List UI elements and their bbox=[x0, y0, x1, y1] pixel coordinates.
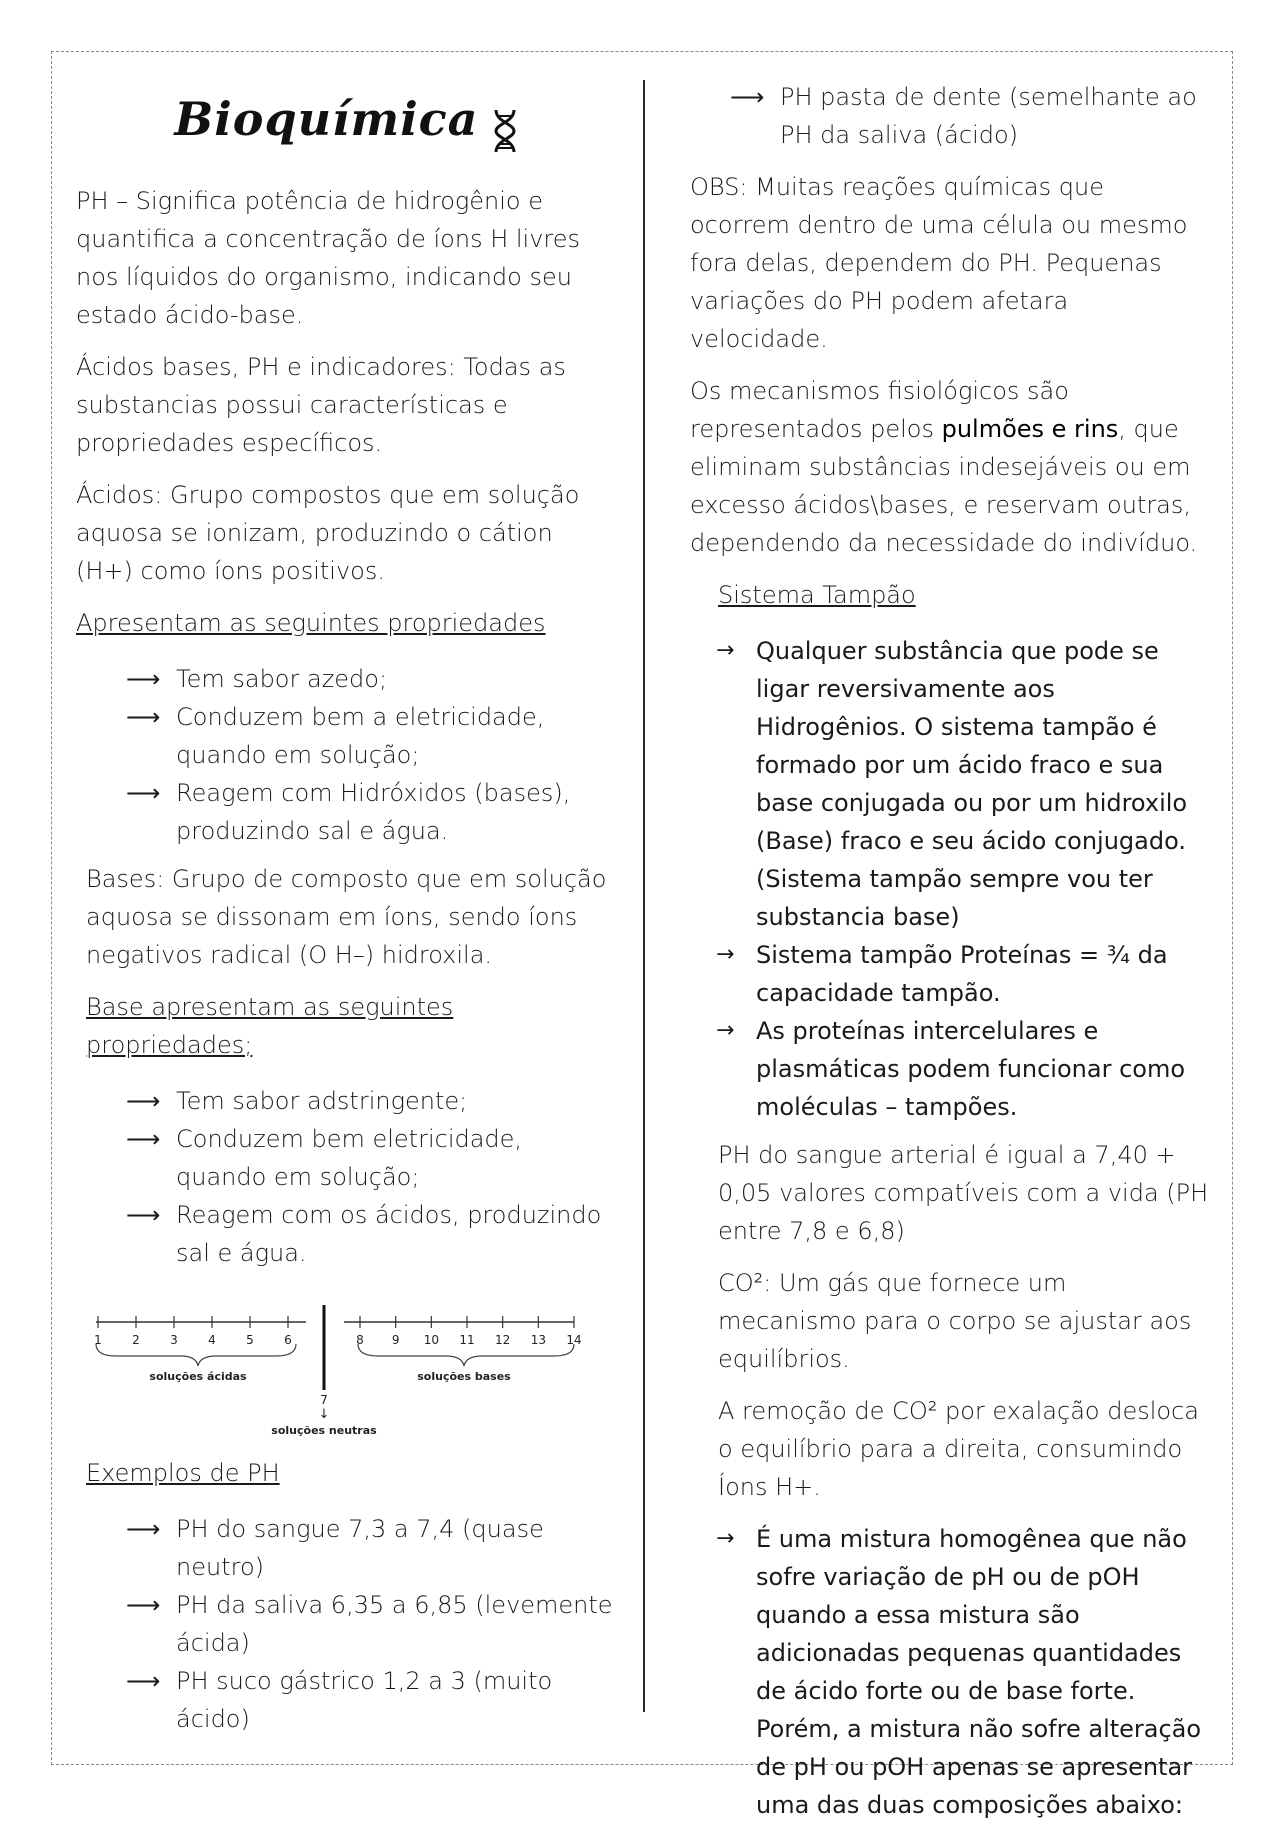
acids-bases-text: Ácidos bases, PH e indicadores: Todas as substancias possui características e propriedades específicos. bbox=[76, 352, 566, 457]
scale-tick-label: 11 bbox=[459, 1332, 475, 1347]
scale-tick-label: 9 bbox=[391, 1332, 400, 1347]
dna-icon bbox=[492, 108, 518, 154]
list-item: ⟶ Tem sabor adstringente; bbox=[126, 1082, 616, 1120]
arrow-right-icon: ⟶ bbox=[126, 1124, 161, 1153]
buffer-heading: Sistema Tampão bbox=[718, 581, 916, 609]
scale-tick-label: 6 bbox=[284, 1332, 292, 1347]
mechanisms-text: Os mecanismos fisiológicos são representados pelos pulmões e rins, que eliminam substâncias indesejáveis ou em excesso ácidos\bases, e reservam outras, dependendo da necessidade do indivíduo. bbox=[690, 377, 1198, 557]
arrow-right-icon: ⟶ bbox=[126, 1666, 161, 1695]
ph-scale-diagram bbox=[76, 1300, 596, 1440]
list-item: ⟶ Reagem com os ácidos, produzindo sal e água. bbox=[126, 1196, 616, 1272]
scale-tick-label: 5 bbox=[246, 1332, 254, 1347]
acid-properties-list bbox=[76, 660, 616, 850]
neutral-value: 7 bbox=[320, 1392, 328, 1407]
acids-definition: Ácidos: Grupo compostos que em solução aquosa se ionizam, produzindo o cátion (H+) como íons positivos. bbox=[76, 480, 580, 585]
obs-text: OBS: Muitas reações químicas que ocorrem dentro de uma célula ou mesmo fora delas, dependem do PH. Pequenas variações do PH podem afetara velocidade. bbox=[690, 173, 1188, 353]
scale-tick-label: 1 bbox=[94, 1332, 102, 1347]
base-properties-list bbox=[76, 1082, 616, 1272]
mixture-item: → É uma mistura homogênea que não sofre variação de pH ou de pOH quando a essa mistura são adicionadas pequenas quantidades de ácido forte ou de base forte. Porém, a mistura não sofre alteração de pH ou pOH apenas se apresentar uma das duas composições abaixo: bbox=[716, 1520, 1210, 1824]
list-item: ⟶ PH suco gástrico 1,2 a 3 (muito ácido) bbox=[126, 1662, 616, 1738]
acid-brace bbox=[96, 1344, 296, 1366]
list-item: ⟶ Conduzem bem a eletricidade, quando em solução; bbox=[126, 698, 616, 774]
examples-list bbox=[76, 1510, 616, 1738]
scale-tick-label: 12 bbox=[495, 1332, 511, 1347]
arrow-right-icon: ⟶ bbox=[126, 702, 161, 731]
buffer-list bbox=[690, 632, 1210, 1126]
list-item: ⟶ PH do sangue 7,3 a 7,4 (quase neutro) bbox=[126, 1510, 616, 1586]
right-column bbox=[690, 78, 1210, 1824]
acid-properties-heading: Apresentam as seguintes propriedades bbox=[76, 608, 546, 637]
list-item: ⟶ Tem sabor azedo; bbox=[126, 660, 616, 698]
arrow-right-icon: ⟶ bbox=[126, 1200, 161, 1229]
arrow-right-icon: → bbox=[716, 942, 735, 967]
scale-tick-label: 14 bbox=[566, 1332, 582, 1347]
scale-tick-label: 10 bbox=[423, 1332, 439, 1347]
arrow-right-icon: → bbox=[716, 638, 735, 663]
arrow-right-icon: ⟶ bbox=[126, 1514, 161, 1543]
scale-tick-label: 2 bbox=[132, 1332, 140, 1347]
scale-tick-label: 4 bbox=[208, 1332, 216, 1347]
arrow-right-icon: ⟶ bbox=[126, 1086, 161, 1115]
lungs-kidneys: pulmões e rins bbox=[941, 415, 1119, 443]
base-properties-heading: Base apresentam as seguintes propriedades; bbox=[86, 992, 454, 1059]
list-item: → As proteínas intercelulares e plasmáticas podem funcionar como moléculas – tampões. bbox=[716, 1012, 1210, 1126]
page-title: Bioquímica bbox=[174, 92, 479, 146]
svg-text:↓: ↓ bbox=[318, 1406, 330, 1422]
list-item: ⟶ Conduzem bem eletricidade, quando em solução; bbox=[126, 1120, 616, 1196]
ph-intro: PH – Significa potência de hidrogênio e quantifica a concentração de íons H livres nos líquidos do organismo, indicando seu estado ácido-base. bbox=[76, 186, 581, 329]
neutral-label: soluções neutras bbox=[271, 1423, 377, 1437]
examples-heading: Exemplos de PH bbox=[86, 1458, 280, 1487]
list-item: → Qualquer substância que pode se ligar reversivamente aos Hidrogênios. O sistema tampão é formado por um ácido fraco e sua base conjugada ou por um hidroxilo (Base) fraco e seu ácido conjugado. (Sistema tampão sempre vou ter substancia base) bbox=[716, 632, 1210, 936]
list-item: ⟶ Reagem com Hidróxidos (bases), produzindo sal e água. bbox=[126, 774, 616, 850]
blood-ph-text: PH do sangue arterial é igual a 7,40 + 0,05 valores compatíveis com a vida (PH entre 7,8 e 6,8) bbox=[718, 1141, 1209, 1245]
list-item: ⟶ PH da saliva 6,35 a 6,85 (levemente ácida) bbox=[126, 1586, 616, 1662]
arrow-right-icon: ⟶ bbox=[126, 664, 161, 693]
bases-definition: Bases: Grupo de composto que em solução aquosa se dissonam em íons, sendo íons negativos radical (O H–) hidroxila. bbox=[86, 864, 607, 969]
co2-removal-text: A remoção de CO² por exalação desloca o equilíbrio para a direita, consumindo Íons H+. bbox=[718, 1397, 1199, 1501]
scale-tick-label: 13 bbox=[530, 1332, 546, 1347]
column-divider bbox=[643, 80, 645, 1712]
list-item: → Sistema tampão Proteínas = ¾ da capacidade tampão. bbox=[716, 936, 1210, 1012]
arrow-right-icon: → bbox=[716, 1526, 735, 1551]
base-brace bbox=[358, 1344, 574, 1366]
scale-tick-label: 8 bbox=[356, 1332, 364, 1347]
scale-tick-label: 3 bbox=[170, 1332, 178, 1347]
arrow-right-icon: ⟶ bbox=[126, 1590, 161, 1619]
base-label: soluções bases bbox=[417, 1369, 511, 1383]
left-column bbox=[76, 70, 616, 1748]
acid-label: soluções ácidas bbox=[149, 1369, 247, 1383]
title-block bbox=[76, 92, 616, 154]
arrow-right-icon: ⟶ bbox=[126, 778, 161, 807]
co2-text: CO²: Um gás que fornece um mecanismo para o corpo se ajustar aos equilíbrios. bbox=[718, 1269, 1192, 1373]
toothpaste-item: ⟶ PH pasta de dente (semelhante ao PH da saliva (ácido) bbox=[730, 78, 1210, 154]
arrow-right-icon: → bbox=[716, 1018, 735, 1043]
arrow-right-icon: ⟶ bbox=[730, 83, 765, 111]
